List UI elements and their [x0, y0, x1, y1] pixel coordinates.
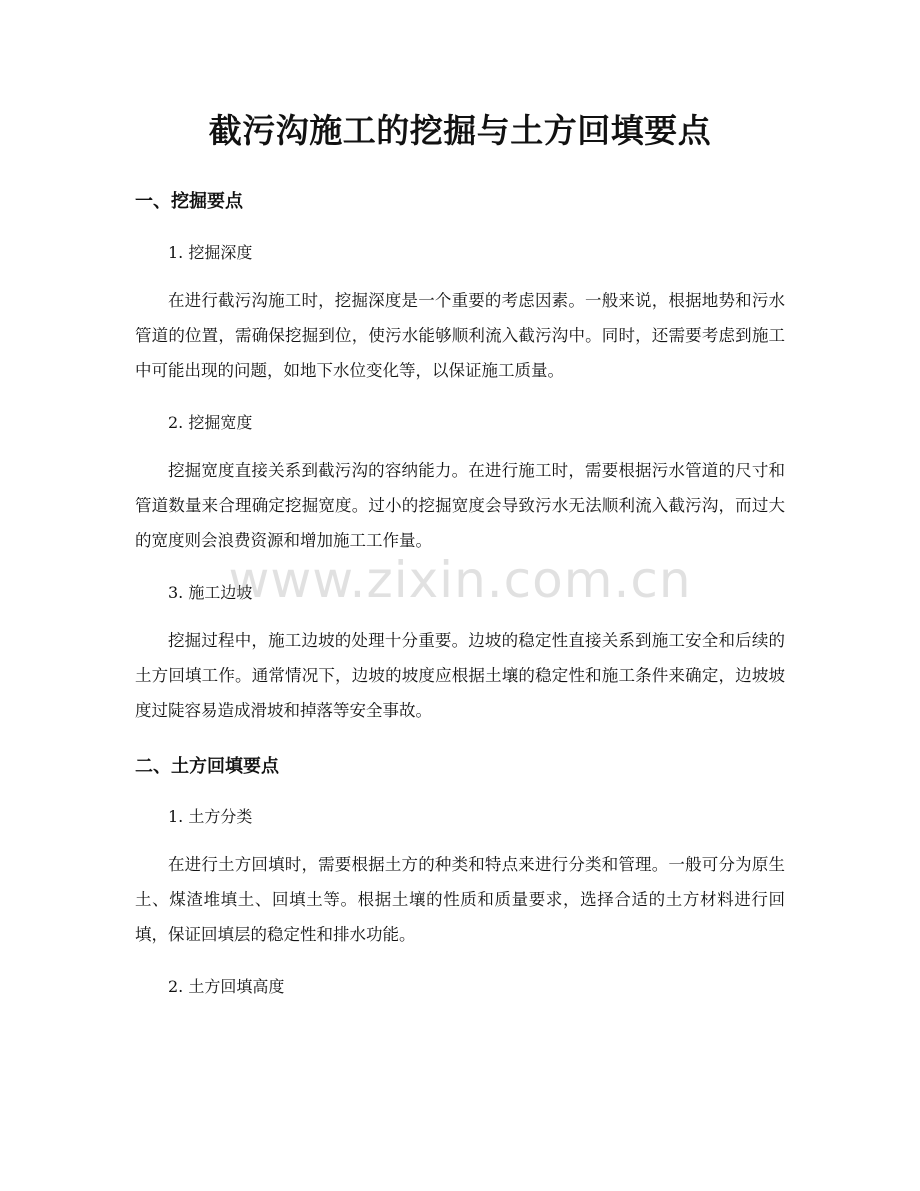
paragraph-excavation-width: 挖掘宽度直接关系到截污沟的容纳能力。在进行施工时，需要根据污水管道的尺寸和管道数量来合理确定挖掘宽度。过小的挖掘宽度会导致污水无法顺利流入截污沟，而过大的宽度则会浪费资源和增加施工工作量。	[135, 461, 785, 550]
subheading-earth-classification: 1. 土方分类	[168, 807, 253, 826]
subheading-excavation-width: 2. 挖掘宽度	[168, 413, 253, 432]
subheading-backfill-height: 2. 土方回填高度	[168, 977, 285, 996]
paragraph-construction-slope: 挖掘过程中，施工边坡的处理十分重要。边坡的稳定性直接关系到施工安全和后续的土方回填工作。通常情况下，边坡的坡度应根据土壤的稳定性和施工条件来确定，边坡坡度过陡容易造成滑坡和掉落等安全事故。	[135, 631, 785, 720]
subheading-excavation-depth: 1. 挖掘深度	[168, 243, 253, 262]
section-heading-backfill: 二、土方回填要点	[135, 756, 279, 777]
section-heading-excavation: 一、挖掘要点	[135, 191, 243, 212]
watermark: www.zixin.com.cn	[228, 551, 692, 609]
paragraph-excavation-depth: 在进行截污沟施工时，挖掘深度是一个重要的考虑因素。一般来说，根据地势和污水管道的位置，需确保挖掘到位，使污水能够顺利流入截污沟中。同时，还需要考虑到施工中可能出现的问题，如地下水位变化等，以保证施工质量。	[135, 291, 785, 380]
document-title: 截污沟施工的挖掘与土方回填要点	[208, 111, 712, 150]
subheading-construction-slope: 3. 施工边坡	[168, 583, 253, 602]
paragraph-earth-classification: 在进行土方回填时，需要根据土方的种类和特点来进行分类和管理。一般可分为原生土、煤渣堆填土、回填土等。根据土壤的性质和质量要求，选择合适的土方材料进行回填，保证回填层的稳定性和排水功能。	[135, 855, 785, 944]
